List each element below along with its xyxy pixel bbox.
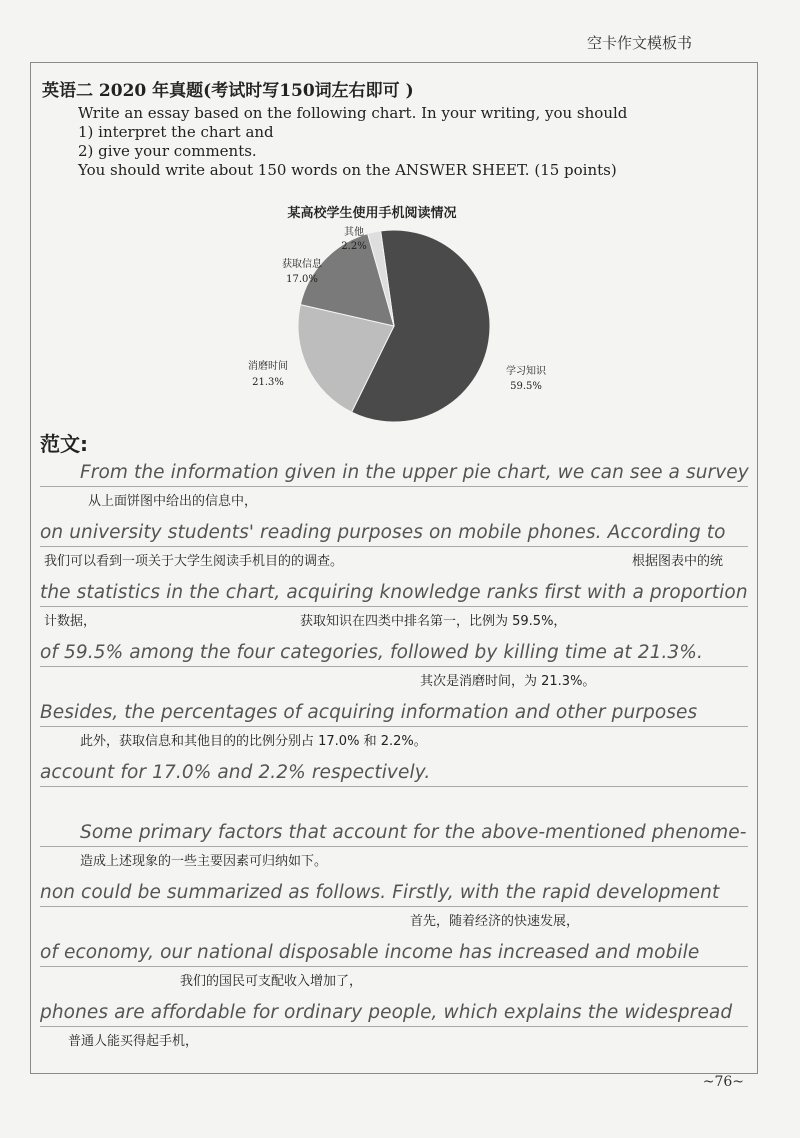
slice-label-time: 消磨时间 — [248, 361, 288, 372]
writing-rule — [40, 786, 748, 787]
essay-line: the statistics in the chart, acquiring knowledge ranks first with a proportion — [40, 582, 748, 603]
essay-line: phones are affordable for ordinary people, which explains the widespread — [40, 1002, 733, 1023]
slice-value-other: 2.2% — [341, 241, 367, 252]
writing-rule — [40, 546, 748, 547]
essay-translation: 从上面饼图中给出的信息中， — [88, 494, 258, 509]
chart-title: 某高校学生使用手机阅读情况 — [287, 206, 457, 221]
essay-translation: 获取知识在四类中排名第一，比例为 59.5%， — [300, 614, 567, 629]
essay-line: of economy, our national disposable income has increased and mobile — [40, 942, 700, 963]
prompt-line: You should write about 150 words on the ANSWER SHEET. (15 points) — [78, 161, 617, 179]
essay-translation: 此外，获取信息和其他目的的比例分别占 17.0% 和 2.2%。 — [80, 734, 427, 749]
writing-rule — [40, 1026, 748, 1027]
essay-line: Besides, the percentages of acquiring information and other purposes — [40, 702, 698, 723]
essay-heading: 范文: — [40, 432, 88, 456]
writing-rule — [40, 846, 748, 847]
slice-label-study: 学习知识 — [506, 366, 546, 377]
essay-translation: 普通人能买得起手机， — [68, 1034, 199, 1049]
essay-line: From the information given in the upper pie chart, we can see a survey — [80, 462, 749, 483]
essay-line: account for 17.0% and 2.2% respectively. — [40, 762, 431, 783]
slice-label-other: 其他 — [344, 227, 364, 238]
writing-rule — [40, 666, 748, 667]
slice-value-time: 21.3% — [252, 377, 284, 388]
essay-translation: 我们的国民可支配收入增加了， — [180, 974, 363, 989]
writing-rule — [40, 726, 748, 727]
essay-line: of 59.5% among the four categories, followed by killing time at 21.3%. — [40, 642, 703, 663]
page-number: ~76~ — [702, 1074, 744, 1090]
slice-label-info: 获取信息 — [282, 259, 322, 270]
essay-line: non could be summarized as follows. Firstly, with the rapid development — [40, 882, 720, 903]
prompt-line: Write an essay based on the following chart. In your writing, you should — [78, 104, 628, 122]
slice-value-study: 59.5% — [510, 381, 542, 392]
exam-prompt — [78, 104, 627, 180]
pie-chart — [232, 196, 572, 436]
essay-translation: 其次是消磨时间，为 21.3%。 — [420, 674, 596, 689]
book-title: 空卡作文模板书 — [586, 34, 692, 52]
writing-rule — [40, 606, 748, 607]
prompt-line: 2) give your comments. — [78, 142, 257, 160]
essay-translation: 根据图表中的统 — [632, 554, 724, 569]
essay-translation: 我们可以看到一项关于大学生阅读手机目的的调查。 — [44, 554, 344, 569]
essay-line: on university students' reading purposes on mobile phones. According to — [40, 522, 726, 543]
essay-line: Some primary factors that account for the above-mentioned phenome- — [80, 822, 747, 843]
writing-rule — [40, 906, 748, 907]
writing-rule — [40, 486, 748, 487]
prompt-line: 1) interpret the chart and — [78, 123, 274, 141]
exam-title: 英语二 2020 年真题(考试时写150词左右即可 ) — [42, 81, 414, 101]
essay-translation: 计数据， — [44, 614, 97, 629]
slice-value-info: 17.0% — [286, 274, 318, 285]
essay-translation: 首先，随着经济的快速发展， — [410, 914, 580, 929]
writing-rule — [40, 966, 748, 967]
essay-translation: 造成上述现象的一些主要因素可归纳如下。 — [80, 854, 328, 869]
